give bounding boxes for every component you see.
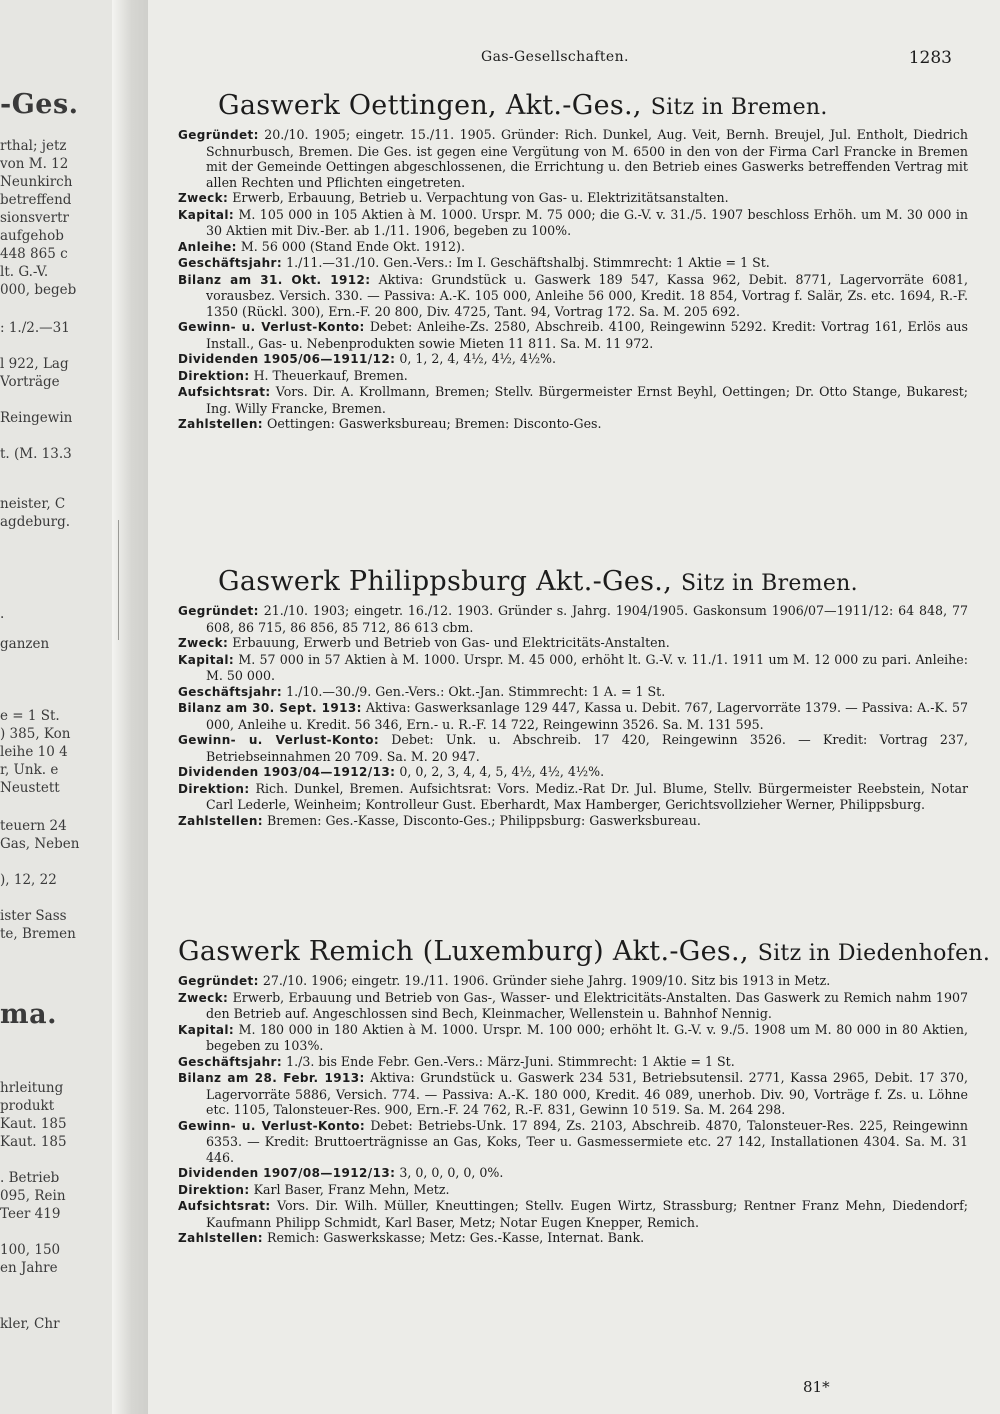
entry-text: 3, 0, 0, 0, 0, 0%.: [399, 1165, 504, 1180]
signature-mark: 81*: [803, 1378, 830, 1396]
entry-paragraph: [178, 1182, 968, 1199]
entry-paragraph: [178, 1054, 968, 1071]
entry-label: Anleihe:: [178, 239, 237, 254]
left-page-line: ), 12, 22: [0, 872, 57, 888]
entry-text: 20./10. 1905; eingetr. 15./11. 1905. Gründer: Rich. Dunkel, Aug. Veit, Bernh. Breujel, Jul. Entholt, Diedrich Schnurbusch, Bremen. Die Ges. ist gegen eine Vergütung von M. 6500 in den von der Firma Carl Francke in Bremen mit der Gemeinde Oettingen abgeschlossenen, die Errichtung u. den Betrieb eines Gaswerks betreffenden Vertrag mit allen Rechten und Pflichten eingetreten.: [206, 127, 968, 190]
entry-label: Aufsichtsrat:: [178, 1199, 271, 1213]
entry-text: 1./10.—30./9. Gen.-Vers.: Okt.-Jan. Stimmrecht: 1 A. = 1 St.: [286, 683, 666, 699]
entry-paragraph: [178, 1198, 968, 1230]
company-heading: [178, 936, 991, 967]
left-page-line: . Betrieb: [0, 1170, 60, 1186]
entry-paragraph: [178, 700, 968, 732]
left-page-line: hrleitung: [0, 1080, 64, 1096]
entry-paragraph: [178, 1118, 968, 1166]
entry-label: Gegründet:: [178, 974, 259, 988]
entry-text: 1./3. bis Ende Febr. Gen.-Vers.: März-Juni. Stimmrecht: 1 Aktie = 1 St.: [286, 1053, 735, 1069]
left-page-line: Gas, Neben: [0, 836, 80, 852]
entry-paragraph: [178, 684, 968, 701]
entry-paragraph: [178, 239, 968, 256]
entry-text: 27./10. 1906; eingetr. 19./11. 1906. Gründer siehe Jahrg. 1909/10. Sitz bis 1913 in Metz.: [262, 973, 831, 988]
company-seat: Sitz in Bremen.: [680, 571, 858, 596]
entry-paragraph: [178, 272, 968, 320]
entry-list: [178, 973, 968, 1247]
entry-label: Direktion:: [178, 781, 250, 796]
company-entry-philippsburg: [178, 566, 968, 829]
entry-label: Zahlstellen:: [178, 417, 263, 431]
company-name: Gaswerk Oettingen, Akt.-Ges.,: [218, 90, 642, 121]
entry-label: Zahlstellen:: [178, 1231, 263, 1245]
entry-text: Bremen: Ges.-Kasse, Disconto-Ges.; Philippsburg: Gaswerksbureau.: [267, 812, 701, 828]
left-page-line: ganzen: [0, 636, 50, 652]
left-page-line: Teer 419: [0, 1206, 61, 1222]
left-page-line: ister Sass: [0, 908, 67, 924]
entry-text: Debet: Betriebs-Unk. 17 894, Zs. 2103, Abschreib. 4870, Talonsteuer-Res. 225, Reingewinn 6353. — Kredit: Bruttoerträgnisse an Gas, Koks, Teer u. Gasmessermiete etc. 27 142, Installationen 4304. Sa. M. 31 446.: [206, 1117, 968, 1165]
entry-paragraph: [178, 973, 968, 990]
entry-label: Geschäftsjahr:: [178, 256, 283, 270]
entry-text: 1./11.—31./10. Gen.-Vers.: Im I. Geschäftshalbj. Stimmrecht: 1 Aktie = 1 St.: [286, 255, 770, 270]
entry-paragraph: [178, 416, 968, 433]
entry-paragraph: [178, 351, 968, 368]
company-entry-remich: [178, 936, 991, 1247]
entry-text: 0, 1, 2, 4, 4½, 4½, 4½%.: [399, 351, 557, 366]
entry-label: Zahlstellen:: [178, 813, 263, 828]
company-seat: Sitz in Bremen.: [650, 95, 828, 120]
entry-label: Bilanz am 30. Sept. 1913:: [178, 701, 362, 715]
entry-text: M. 56 000 (Stand Ende Okt. 1912).: [240, 238, 465, 254]
entry-text: M. 105 000 in 105 Aktien à M. 1000. Urspr. M. 75 000; die G.-V. v. 31./5. 1907 beschloss Erhöh. um M. 30 000 in 30 Aktien mit Div.-Ber. ab 1./11. 1906, begeben zu 100%.: [206, 206, 968, 238]
entry-paragraph: [178, 190, 968, 207]
entry-paragraph: [178, 732, 968, 764]
page-crease: [118, 520, 133, 640]
left-page-line: Neustett: [0, 780, 60, 796]
entry-paragraph: [178, 1022, 968, 1054]
entry-text: Vors. Dir. A. Krollmann, Bremen; Stellv. Bürgermeister Ernst Beyhl, Oettingen; Dr. Otto Stange, Bukarest; Ing. Willy Francke, Bremen.: [206, 384, 968, 416]
entry-text: Debet: Anleihe-Zs. 2580, Abschreib. 4100, Reingewinn 5292. Kredit: Vortrag 161, Erlös aus Install., Gas- u. Nebenprodukten sowie Mieten 11 811. Sa. M. 11 972.: [206, 319, 968, 351]
entry-text: Aktiva: Grundstück u. Gaswerk 189 547, Kassa 962, Debit. 8771, Lagervorräte 6081, vorausbez. Versich. 330. — Passiva: A.-K. 105 000, Anleihe 56 000, Kredit. 18 854, Vortrag f. Salär, Zs. etc. 1694, R.-F. 1350 (Rückl. 300), Ern.-F. 20 800, Div. 4725, Tant. 94, Vortrag 172. Sa. M. 205 692.: [206, 271, 969, 319]
left-page-line: te, Bremen: [0, 926, 76, 942]
entry-paragraph: [178, 127, 968, 190]
entry-label: Gewinn- u. Verlust-Konto:: [178, 320, 365, 334]
left-page-line: en Jahre: [0, 1260, 58, 1276]
company-name: Gaswerk Philippsburg Akt.-Ges.,: [218, 566, 673, 597]
left-page-line: leihe 10 4: [0, 744, 68, 760]
left-page-line: ma.: [0, 999, 57, 1030]
entry-label: Bilanz am 28. Febr. 1913:: [178, 1071, 365, 1085]
entry-label: Aufsichtsrat:: [178, 385, 271, 399]
left-page-line: 000, begeb: [0, 282, 77, 298]
left-page-line: von M. 12: [0, 156, 69, 172]
page: [148, 0, 1000, 1414]
entry-text: Erwerb, Erbauung, Betrieb u. Verpachtung von Gas- u. Elektrizitätsanstalten.: [232, 190, 729, 205]
entry-paragraph: [178, 384, 968, 416]
left-page-line: t. (M. 13.3: [0, 446, 72, 462]
left-page-line: Neunkirch: [0, 174, 73, 190]
entry-label: Zweck:: [178, 636, 229, 650]
entry-label: Gegründet:: [178, 604, 259, 618]
entry-text: 21./10. 1903; eingetr. 16./12. 1903. Gründer s. Jahrg. 1904/1905. Gaskonsum 1906/07—1911/12: 64 848, 77 608, 86 715, 86 856, 85 712, 86 613 cbm.: [206, 603, 968, 635]
left-page-line: l 922, Lag: [0, 356, 69, 372]
company-seat: Sitz in Diedenhofen.: [757, 941, 991, 966]
entry-label: Geschäftsjahr:: [178, 1054, 283, 1069]
left-page-line: Kaut. 185: [0, 1134, 67, 1150]
left-page-line: neister, C: [0, 496, 66, 512]
page-number: 1283: [908, 48, 952, 68]
left-page-line: rthal; jetz: [0, 138, 67, 154]
entry-text: 0, 0, 2, 3, 4, 4, 5, 4½, 4½, 4½%.: [399, 764, 605, 779]
entry-paragraph: [178, 255, 968, 272]
entry-text: M. 180 000 in 180 Aktien à M. 1000. Urspr. M. 100 000; erhöht lt. G.-V. v. 9./5. 1908 um M. 80 000 in 80 Aktien, begeben zu 103%.: [206, 1021, 968, 1053]
left-page-line: sionsvertr: [0, 210, 69, 226]
entry-paragraph: [178, 207, 968, 239]
entry-text: Aktiva: Gaswerksanlage 129 447, Kassa u. Debit. 767, Lagervorräte 1379. — Passiva: A.-K. 57 000, Anleihe u. Kredit. 56 346, Ern.- u. R.-F. 14 722, Reingewinn 3526. Sa. M. 131 595.: [206, 700, 968, 732]
entry-paragraph: [178, 603, 968, 635]
entry-paragraph: [178, 990, 968, 1022]
entry-paragraph: [178, 781, 968, 813]
entry-paragraph: [178, 1165, 968, 1182]
entry-list: [178, 603, 968, 829]
entry-text: Erbauung, Erwerb und Betrieb von Gas- und Elektricitäts-Anstalten.: [232, 635, 670, 650]
left-page-line: r, Unk. e: [0, 762, 59, 778]
left-page-line: produkt: [0, 1098, 55, 1114]
entry-label: Geschäftsjahr:: [178, 684, 283, 699]
entry-list: [178, 127, 968, 433]
entry-paragraph: [178, 652, 968, 684]
left-page-fragment: [0, 0, 112, 1414]
left-page-line: : 1./2.—31: [0, 320, 70, 336]
entry-paragraph: [178, 319, 968, 351]
left-page-line: aufgehob: [0, 228, 64, 244]
entry-label: Dividenden 1907/08—1912/13:: [178, 1166, 396, 1180]
entry-paragraph: [178, 1230, 968, 1247]
entry-label: Zweck:: [178, 191, 229, 205]
entry-text: Vors. Dir. Wilh. Müller, Kneuttingen; Stellv. Eugen Wirtz, Strassburg; Rentner Franz Mehn, Diedendorf; Kaufmann Philipp Schmidt, Karl Baser, Metz; Notar Eugen Knepper, Remich.: [206, 1198, 968, 1230]
entry-text: Karl Baser, Franz Mehn, Metz.: [253, 1181, 450, 1197]
entry-label: Kapital:: [178, 652, 235, 667]
entry-text: Debet: Unk. u. Abschreib. 17 420, Reingewinn 3526. — Kredit: Vortrag 237, Betriebseinnahmen 20 709. Sa. M. 20 947.: [206, 732, 968, 764]
entry-paragraph: [178, 764, 968, 781]
entry-label: Gewinn- u. Verlust-Konto:: [178, 1118, 366, 1133]
left-page-line: e = 1 St.: [0, 708, 60, 724]
entry-label: Kapital:: [178, 1022, 235, 1037]
entry-label: Gegründet:: [178, 128, 259, 142]
entry-label: Gewinn- u. Verlust-Konto:: [178, 733, 380, 747]
entry-paragraph: [178, 368, 968, 385]
left-page-line: 448 865 c: [0, 246, 68, 262]
company-heading: [218, 566, 968, 597]
entry-label: Direktion:: [178, 368, 250, 383]
entry-label: Direktion:: [178, 1182, 250, 1197]
company-heading: [218, 90, 968, 121]
entry-text: Rich. Dunkel, Bremen. Aufsichtsrat: Vors. Mediz.-Rat Dr. Jul. Blume, Stellv. Bürgermeister Reebstein, Notar Carl Lederle, Weinheim; Kontrolleur Gust. Eberhardt, Max Hamberger, Gerichtsvollzieher Werner, Philippsburg.: [206, 780, 968, 812]
entry-label: Dividenden 1903/04—1912/13:: [178, 765, 396, 779]
entry-label: Kapital:: [178, 207, 235, 222]
company-entry-oettingen: [178, 90, 968, 433]
entry-text: Aktiva: Grundstück u. Gaswerk 234 531, Betriebsutensil. 2771, Kassa 2965, Debit. 17 370, Lagervorräte 5886, Versich. 774. — Passiva: A.-K. 180 000, Kredit. 46 089, unerhob. Div. 90, Vorträge f. Zs. u. Löhne etc. 1105, Talonsteuer-Res. 900, Ern.-F. 24 762, R.-F. 831, Gewinn 10 519. Sa. M. 264 298.: [206, 1070, 968, 1117]
entry-text: H. Theuerkauf, Bremen.: [253, 367, 408, 383]
left-page-line: agdeburg.: [0, 514, 71, 530]
left-page-line: Kaut. 185: [0, 1116, 67, 1132]
left-page-line: 100, 150: [0, 1242, 61, 1258]
entry-label: Bilanz am 31. Okt. 1912:: [178, 272, 371, 287]
left-page-line: Reingewin: [0, 410, 73, 426]
entry-label: Zweck:: [178, 990, 229, 1005]
entry-paragraph: [178, 635, 968, 652]
company-name: Gaswerk Remich (Luxemburg) Akt.-Ges.,: [178, 936, 749, 967]
running-head-title: Gas-Gesellschaften.: [481, 49, 629, 65]
entry-text: Remich: Gaswerkskasse; Metz: Ges.-Kasse, Internat. Bank.: [267, 1230, 645, 1245]
running-head: [148, 49, 960, 71]
left-page-line: ) 385, Kon: [0, 726, 71, 742]
entry-paragraph: [178, 1070, 968, 1118]
entry-label: Dividenden 1905/06—1911/12:: [178, 352, 396, 366]
left-page-line: teuern 24: [0, 818, 67, 834]
left-page-line: betreffend: [0, 192, 72, 208]
left-page-line: 095, Rein: [0, 1188, 66, 1204]
book-gutter: [112, 0, 148, 1414]
entry-paragraph: [178, 813, 968, 830]
left-page-line: -Ges.: [0, 89, 79, 120]
entry-text: Oettingen: Gaswerksbureau; Bremen: Disconto-Ges.: [267, 416, 602, 431]
left-page-line: .: [0, 606, 5, 622]
left-page-line: Vorträge: [0, 374, 60, 390]
left-page-line: kler, Chr: [0, 1316, 60, 1332]
entry-text: M. 57 000 in 57 Aktien à M. 1000. Urspr. M. 45 000, erhöht lt. G.-V. v. 11./1. 1911 um M. 12 000 zu pari. Anleihe: M. 50 000.: [206, 651, 968, 683]
left-page-line: lt. G.-V.: [0, 264, 49, 280]
entry-text: Erwerb, Erbauung und Betrieb von Gas-, Wasser- und Elektricitäts-Anstalten. Das Gaswerk zu Remich nahm 1907 den Betrieb auf. Angeschlossen sind Bech, Kleinmacher, Wellenstein u. Bahnhof Nennig.: [206, 989, 968, 1021]
